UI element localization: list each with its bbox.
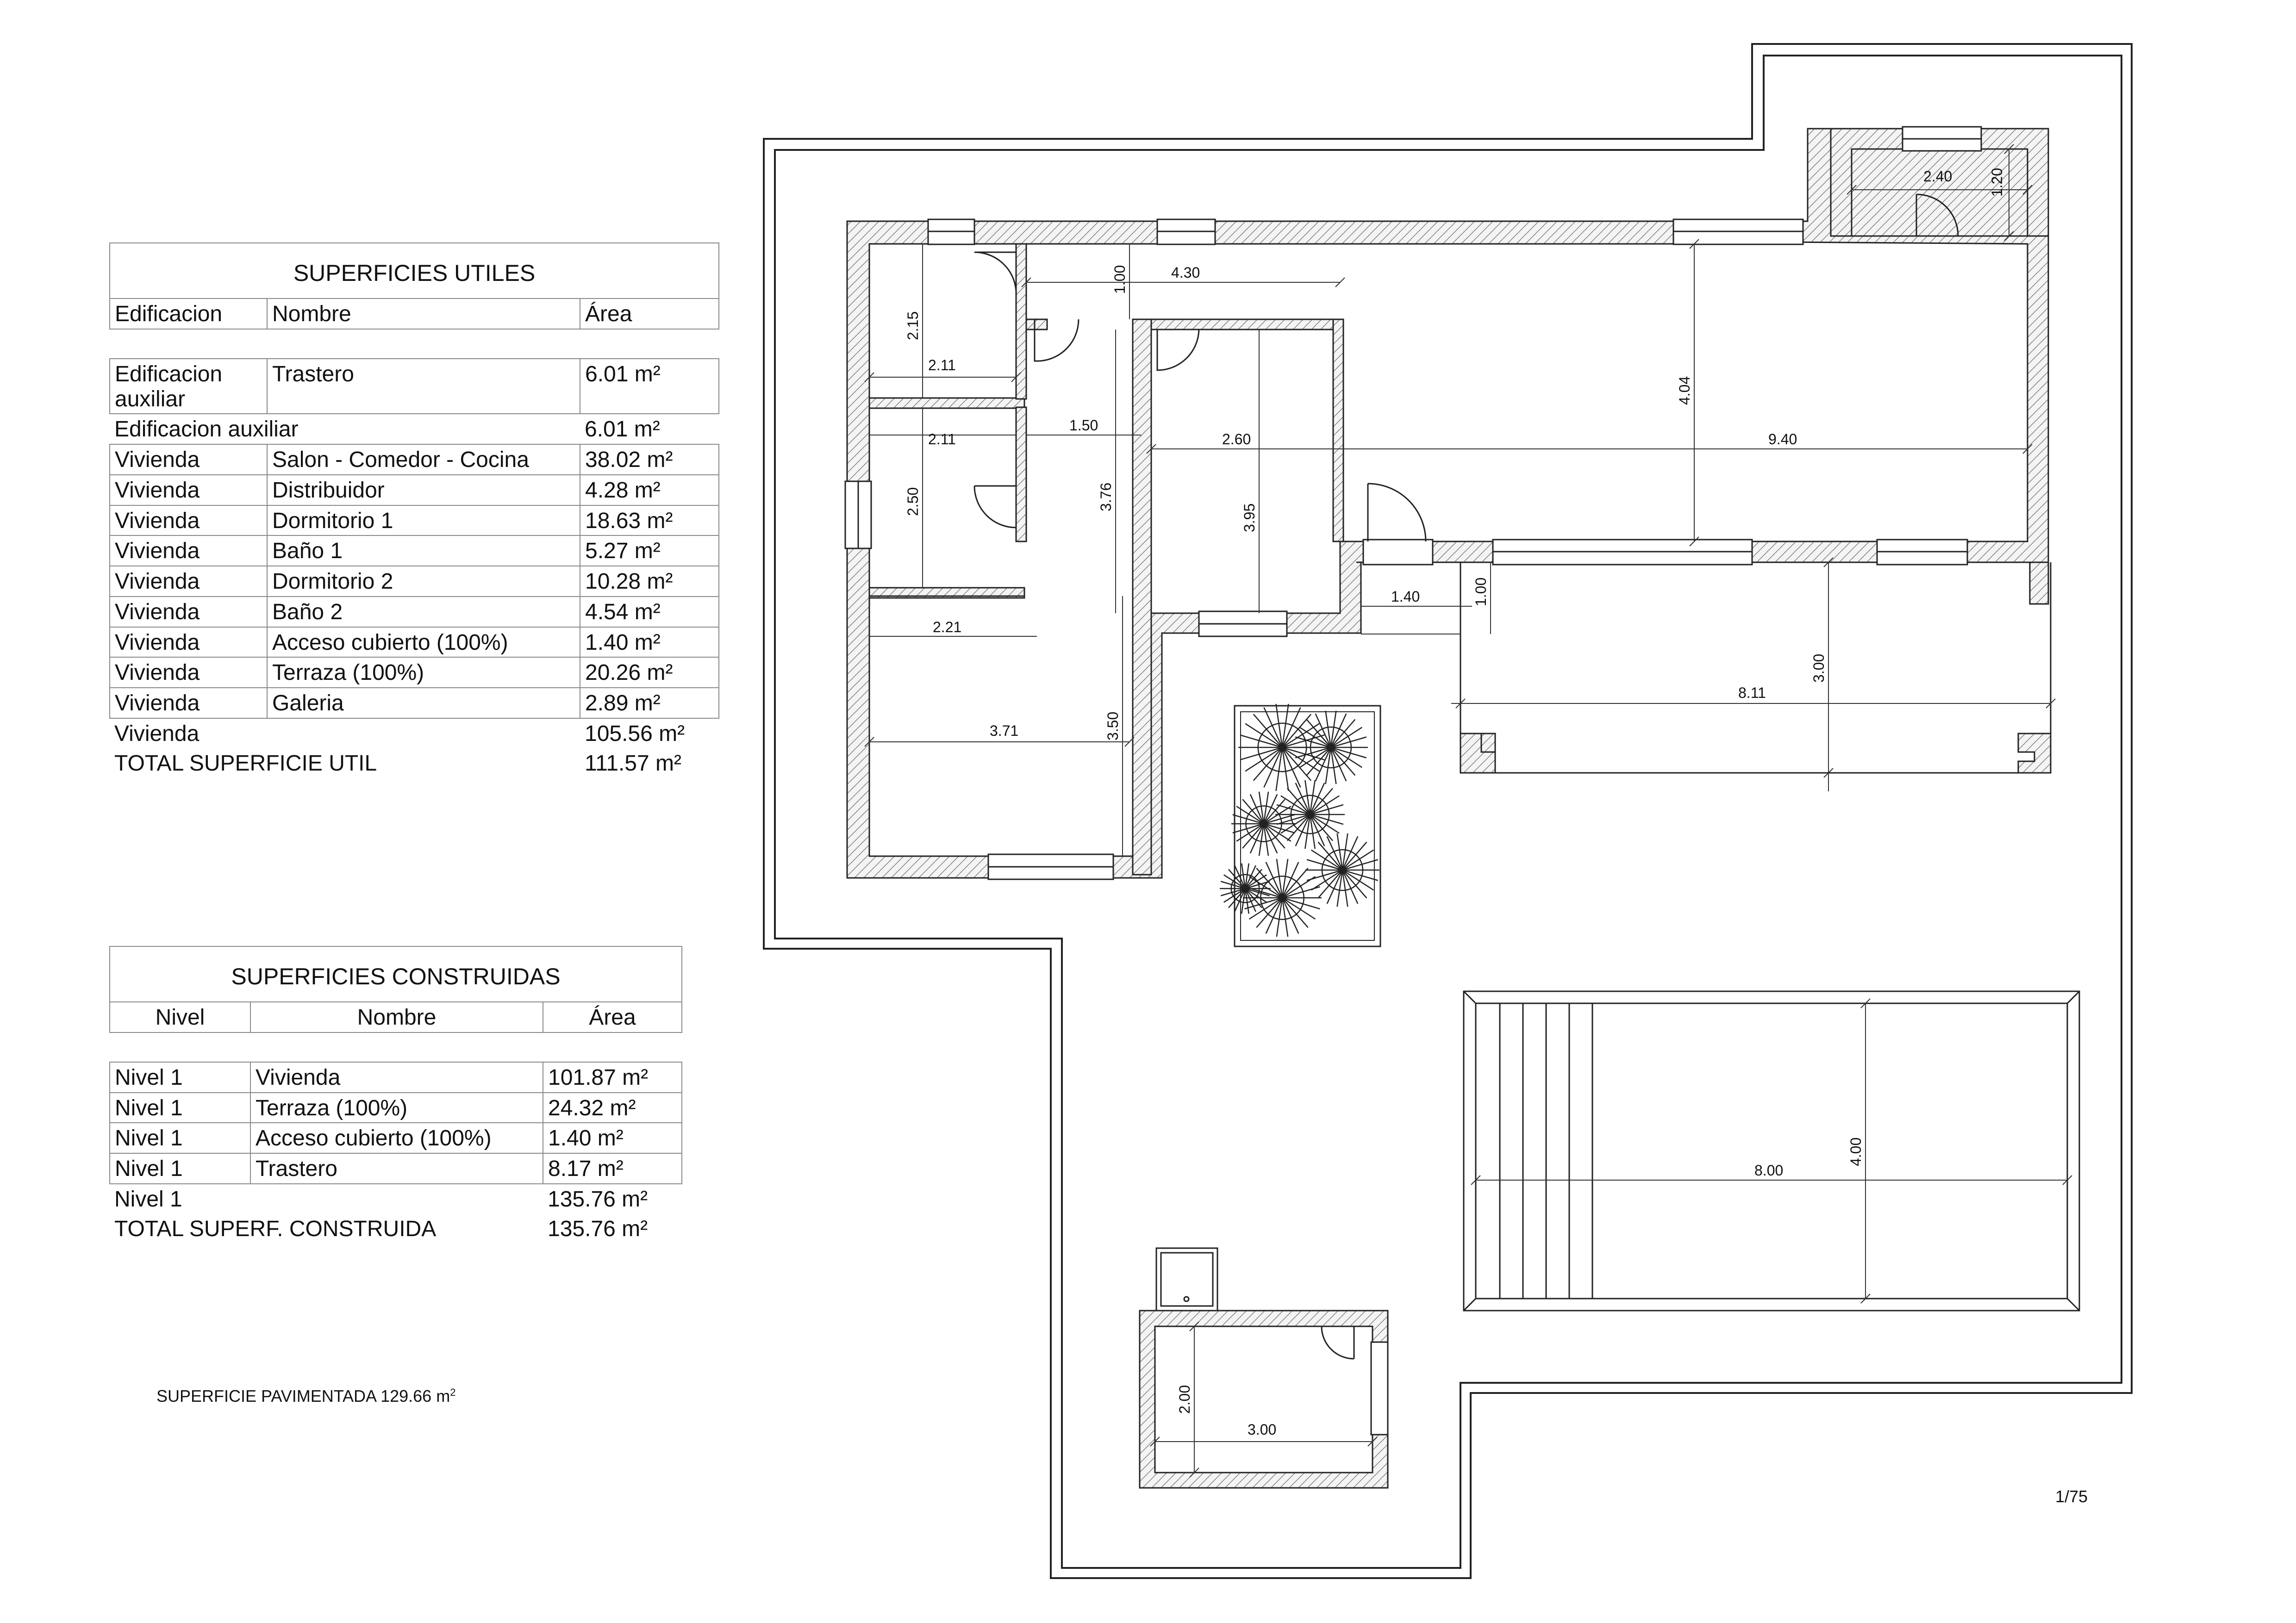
dimension-label: 1.40	[1391, 588, 1420, 605]
superficie-pavimentada-label: SUPERFICIE PAVIMENTADA 129.66 $m^2$	[156, 1387, 456, 1405]
table-row: Nivel 1 Trastero 8.17 m²	[110, 1153, 682, 1184]
dimension-label: 3.95	[1241, 503, 1258, 532]
table-row: Vivienda Dormitorio 2 10.28 m²	[110, 566, 719, 597]
table-row: Vivienda Dormitorio 1 18.63 m²	[110, 505, 719, 536]
terrace	[1460, 562, 2051, 773]
dimension-labels	[905, 168, 2005, 1438]
dimension-label: 3.50	[1104, 711, 1121, 740]
column-header: Edificacion	[110, 298, 267, 329]
subtotal-row: Nivel 1 135.76 m²	[114, 1187, 648, 1212]
dimension-lines	[869, 149, 2067, 1473]
dimension-label: 8.11	[1738, 684, 1766, 701]
table-row: Nivel 1 Acceso cubierto (100%) 1.40 m²	[110, 1123, 682, 1153]
scale-label: 1/75	[2055, 1487, 2088, 1506]
column-header: Nivel	[110, 1002, 250, 1032]
dimension-label: 3.76	[1098, 482, 1114, 511]
dimension-label: 2.40	[1923, 168, 1953, 185]
dimension-label: 4.00	[1847, 1137, 1864, 1166]
table-row: Vivienda Baño 2 4.54 m²	[110, 597, 719, 627]
dimension-label: 2.15	[905, 311, 921, 340]
table-row: Vivienda Salon - Comedor - Cocina 38.02 m²	[110, 444, 719, 475]
dimension-label: 2.50	[905, 487, 921, 516]
dimension-label: 2.60	[1222, 431, 1251, 448]
dimension-label: 3.71	[990, 722, 1019, 739]
dimension-label: 9.40	[1768, 431, 1797, 448]
total-row: TOTAL SUPERF. CONSTRUIDA 135.76 m²	[114, 1216, 648, 1241]
dimension-label: 2.11	[928, 357, 956, 373]
column-header: Área	[543, 1002, 682, 1032]
table-row: Nivel 1 Vivienda 101.87 m²	[110, 1062, 682, 1093]
dimension-label: 4.04	[1676, 376, 1693, 405]
dimension-label: 2.11	[928, 431, 956, 448]
dimension-label: 1.00	[1111, 265, 1128, 294]
table-row: Edificacion auxiliar Trastero 6.01 m²	[110, 359, 719, 414]
table-row: Nivel 1 Terraza (100%) 24.32 m²	[110, 1093, 682, 1123]
dimension-label: 1.00	[1472, 577, 1489, 606]
dimension-label: 1.20	[1989, 168, 2005, 197]
table-row: Vivienda Terraza (100%) 20.26 m²	[110, 657, 719, 688]
dimension-label: 3.00	[1248, 1421, 1277, 1438]
doors	[974, 194, 1958, 1359]
column-header: Nombre	[250, 1002, 543, 1032]
dimension-label: 4.30	[1171, 264, 1200, 281]
dimension-label: 8.00	[1754, 1162, 1784, 1179]
house-walls	[847, 129, 2051, 1488]
plants	[1220, 704, 1379, 937]
dimension-ticks	[865, 144, 2072, 1477]
pool	[1464, 991, 2079, 1311]
dimension-label: 2.21	[933, 619, 962, 635]
plot-boundary	[764, 44, 2132, 1578]
column-header: Nombre	[267, 298, 580, 329]
shower-tray	[1156, 1248, 1217, 1311]
subtotal-row: Vivienda 105.56 m²	[114, 721, 685, 746]
dimension-label: 1.50	[1069, 417, 1098, 434]
table-row: Vivienda Baño 1 5.27 m²	[110, 535, 719, 566]
subtotal-row: Edificacion auxiliar 6.01 m²	[114, 417, 660, 442]
table-row: Vivienda Acceso cubierto (100%) 1.40 m²	[110, 627, 719, 658]
table-row: Vivienda Galeria 2.89 m²	[110, 688, 719, 718]
dimension-label: 2.00	[1176, 1385, 1193, 1414]
column-header: Área	[580, 298, 719, 329]
table-title: SUPERFICIES UTILES	[110, 243, 719, 298]
planter	[1220, 704, 1380, 946]
table-row: Vivienda Distribuidor 4.28 m²	[110, 475, 719, 505]
total-row: TOTAL SUPERFICIE UTIL 111.57 m²	[114, 751, 681, 776]
table-title: SUPERFICIES CONSTRUIDAS	[110, 946, 682, 1002]
dimension-label: 3.00	[1810, 653, 1827, 683]
